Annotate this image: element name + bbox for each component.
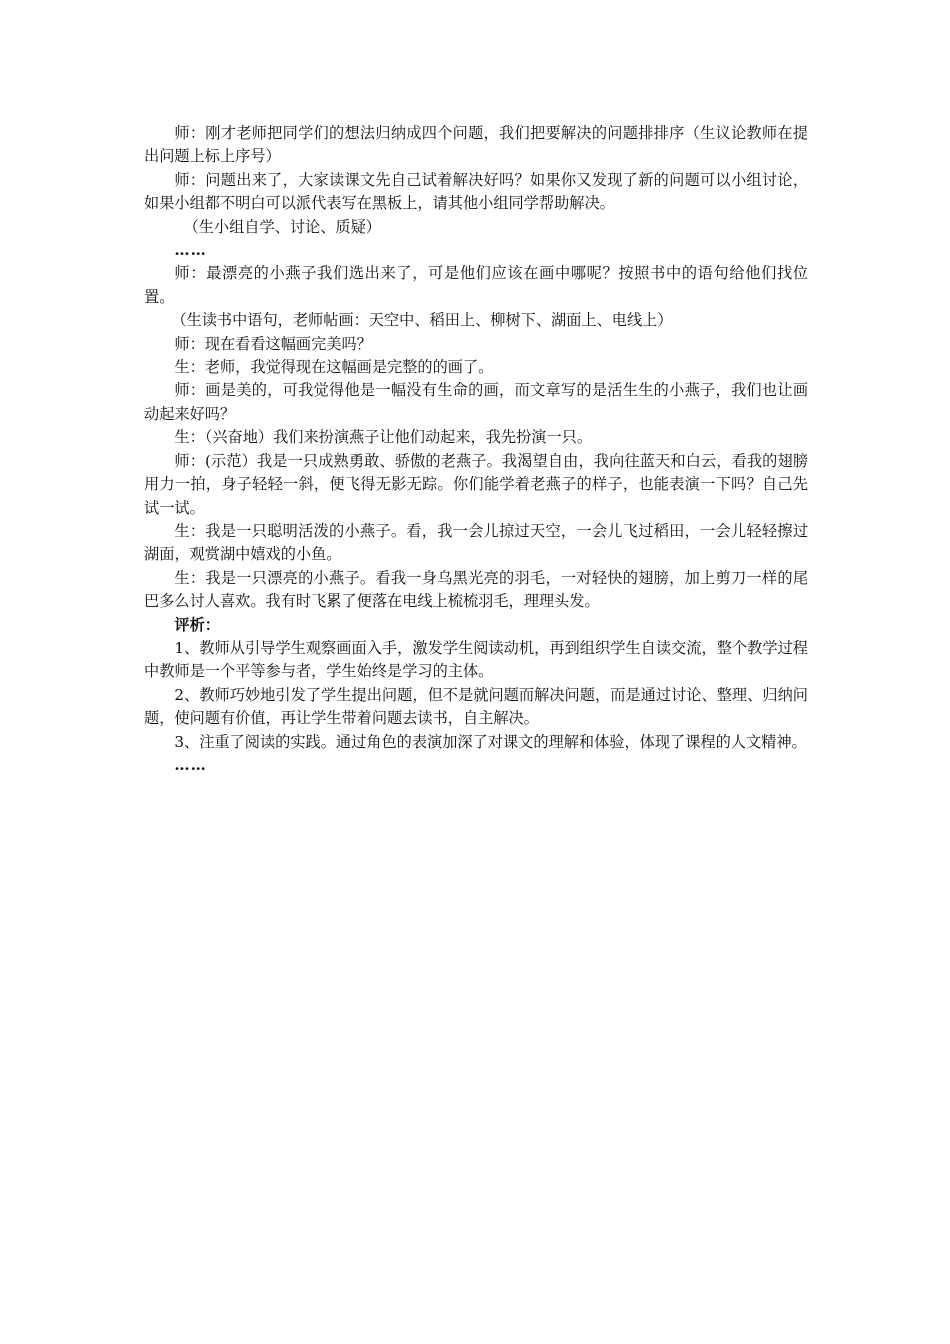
analysis-heading: 评析： (174, 615, 220, 634)
paragraph-student-pretty-swallow: 生：我是一只漂亮的小燕子。看我一身乌黑光亮的羽毛，一对轻快的翅膀，加上剪刀一样的尾巴多么讨人喜欢。我有时飞累了便落在电线上梳梳羽毛，理理头发。 (144, 568, 808, 611)
paragraph-teacher-prettiest-swallow: 师：最漂亮的小燕子我们选出来了，可是他们应该在画中哪呢？按照书中的语句给他们找位置。 (144, 264, 808, 306)
ellipsis-marker: …… (174, 241, 207, 260)
paragraph-student-group-study: （生小组自学、讨论、质疑） (183, 217, 381, 236)
analysis-item-3: 3、注重了阅读的实践。通过角色的表演加深了对课文的理解和体验，体现了课程的人文精神。 (174, 732, 807, 751)
closing-ellipsis: …… (174, 755, 207, 774)
paragraph-teacher-picture-alive: 师：画是美的，可我觉得他是一幅没有生命的画，而文章写的是活生生的小燕子，我们也让画动起来好吗？ (144, 381, 808, 423)
paragraph-teacher-read-solve: 师：问题出来了，大家读课文先自己试着解决好吗？如果你又发现了新的问题可以小组讨论，如果小组都不明白可以派代表写在黑板上，请其他小组同学帮助解决。 (144, 170, 808, 213)
paragraph-student-clever-swallow: 生：我是一只聪明活泼的小燕子。看，我一会儿掠过天空，一会儿飞过稻田，一会儿轻轻擦过湖面，观赏湖中嬉戏的小鱼。 (144, 521, 808, 564)
paragraph-teacher-picture-perfect: 师：现在看看这幅画完美吗？ (174, 334, 372, 353)
paragraph-student-picture-complete: 生：老师，我觉得现在这幅画是完整的的画了。 (174, 358, 494, 377)
document-page (144, 122, 808, 777)
paragraph-student-read-sentences: （生读书中语句，老师帖画：天空中、稻田上、柳树下、湖面上、电线上） (171, 311, 673, 330)
analysis-item-1: 1、教师从引导学生观察画面入手，激发学生阅读动机，再到组织学生自读交流，整个教学过程中教师是一个平等参与者，学生始终是学习的主体。 (144, 638, 808, 681)
paragraph-student-act-swallow: 生：（兴奋地）我们来扮演燕子让他们动起来，我先扮演一只。 (174, 428, 593, 447)
paragraph-teacher-demonstration: 师：(示范）我是一只成熟勇敢、骄傲的老燕子。我渴望自由，我向往蓝天和白云，看我的翅膀用力一拍，身子轻轻一斜，便飞得无影无踪。你们能学着老燕子的样子，也能表演一下吗？自己先试一试。 (144, 451, 808, 517)
analysis-item-2: 2、教师巧妙地引发了学生提出问题，但不是就问题而解决问题，而是通过讨论、整理、归纳问题，使问题有价值，再让学生带着问题去读书，自主解决。 (144, 685, 808, 728)
paragraph-teacher-questions-order: 师：刚才老师把同学们的想法归纳成四个问题，我们把要解决的问题排排序（生议论教师在提出问题上标上序号） (144, 124, 808, 166)
